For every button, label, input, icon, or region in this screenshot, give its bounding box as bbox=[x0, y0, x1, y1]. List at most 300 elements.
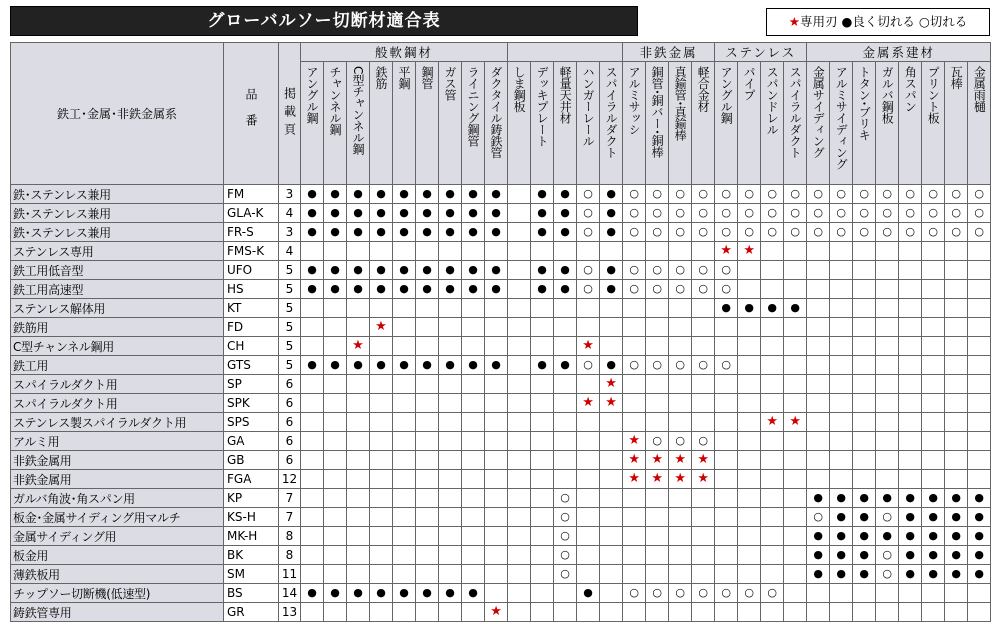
table-cell bbox=[508, 223, 531, 242]
table-cell bbox=[508, 432, 531, 451]
table-cell: ★ bbox=[761, 413, 784, 432]
table-cell bbox=[531, 432, 554, 451]
table-cell: ● bbox=[416, 204, 439, 223]
table-cell bbox=[738, 261, 761, 280]
table-cell: ● bbox=[945, 489, 968, 508]
table-cell bbox=[876, 375, 899, 394]
table-cell bbox=[784, 394, 807, 413]
row-page: 14 bbox=[279, 584, 301, 603]
table-cell: ● bbox=[738, 299, 761, 318]
column-header-label: 軽量天井材 bbox=[558, 66, 573, 124]
table-cell: ★ bbox=[784, 413, 807, 432]
table-cell bbox=[577, 413, 600, 432]
table-cell: ● bbox=[393, 185, 416, 204]
table-cell bbox=[485, 565, 508, 584]
table-cell: ● bbox=[807, 489, 830, 508]
row-page: 6 bbox=[279, 375, 301, 394]
table-cell bbox=[784, 356, 807, 375]
table-cell bbox=[738, 394, 761, 413]
row-page: 5 bbox=[279, 356, 301, 375]
table-cell bbox=[945, 432, 968, 451]
table-cell bbox=[945, 451, 968, 470]
table-cell bbox=[370, 337, 393, 356]
row-code: BK bbox=[224, 546, 279, 565]
table-cell: ● bbox=[853, 508, 876, 527]
table-cell: ○ bbox=[968, 185, 991, 204]
table-cell bbox=[669, 318, 692, 337]
table-cell bbox=[807, 470, 830, 489]
table-cell: ○ bbox=[876, 546, 899, 565]
table-cell bbox=[669, 375, 692, 394]
table-row bbox=[11, 185, 991, 204]
table-cell: ○ bbox=[669, 204, 692, 223]
table-cell bbox=[600, 603, 623, 622]
table-cell bbox=[416, 470, 439, 489]
table-cell bbox=[600, 299, 623, 318]
row-page: 6 bbox=[279, 394, 301, 413]
row-code: GLA-K bbox=[224, 204, 279, 223]
table-cell: ○ bbox=[692, 261, 715, 280]
table-cell bbox=[393, 451, 416, 470]
table-cell bbox=[876, 584, 899, 603]
table-cell bbox=[784, 337, 807, 356]
table-cell: ○ bbox=[577, 280, 600, 299]
table-cell bbox=[968, 394, 991, 413]
table-cell bbox=[715, 508, 738, 527]
table-cell bbox=[301, 242, 324, 261]
table-cell: ● bbox=[485, 280, 508, 299]
column-header bbox=[692, 62, 715, 185]
table-row bbox=[11, 356, 991, 375]
table-cell: ● bbox=[600, 223, 623, 242]
table-cell bbox=[761, 337, 784, 356]
table-cell bbox=[600, 432, 623, 451]
table-cell: ○ bbox=[623, 185, 646, 204]
group-header: 般軟鋼材 bbox=[301, 43, 508, 62]
table-cell bbox=[416, 603, 439, 622]
table-cell bbox=[347, 413, 370, 432]
row-code: HS bbox=[224, 280, 279, 299]
table-cell bbox=[646, 546, 669, 565]
table-cell bbox=[830, 470, 853, 489]
table-cell bbox=[899, 375, 922, 394]
table-cell bbox=[485, 584, 508, 603]
column-header-label: 銅管･銅バー･銅棒 bbox=[650, 66, 665, 158]
table-cell bbox=[324, 546, 347, 565]
table-cell bbox=[922, 603, 945, 622]
table-cell bbox=[899, 470, 922, 489]
table-cell bbox=[623, 413, 646, 432]
table-cell bbox=[347, 546, 370, 565]
table-cell bbox=[807, 394, 830, 413]
table-cell: ● bbox=[301, 280, 324, 299]
table-cell bbox=[899, 451, 922, 470]
row-name: 非鉄金属用 bbox=[11, 470, 224, 489]
table-cell: ● bbox=[439, 584, 462, 603]
table-cell bbox=[416, 489, 439, 508]
row-name: ガルバ角波･角スパン用 bbox=[11, 489, 224, 508]
table-cell bbox=[669, 299, 692, 318]
table-cell bbox=[600, 527, 623, 546]
table-cell: ● bbox=[347, 185, 370, 204]
table-cell: ○ bbox=[715, 356, 738, 375]
table-cell bbox=[416, 546, 439, 565]
column-header bbox=[922, 62, 945, 185]
table-cell bbox=[922, 432, 945, 451]
table-cell bbox=[577, 451, 600, 470]
table-cell bbox=[899, 318, 922, 337]
table-cell: ○ bbox=[692, 432, 715, 451]
table-cell: ★ bbox=[646, 470, 669, 489]
table-cell: ○ bbox=[577, 223, 600, 242]
row-name: 鉄･ステンレス兼用 bbox=[11, 185, 224, 204]
table-cell: ★ bbox=[669, 470, 692, 489]
table-cell: ○ bbox=[807, 185, 830, 204]
row-code: MK-H bbox=[224, 527, 279, 546]
corner-label: 鉄工･金属･非鉄金属系 bbox=[11, 43, 224, 185]
column-header bbox=[416, 62, 439, 185]
table-cell: ● bbox=[830, 565, 853, 584]
table-cell bbox=[761, 375, 784, 394]
table-cell: ● bbox=[370, 204, 393, 223]
table-cell: ● bbox=[807, 565, 830, 584]
table-cell bbox=[784, 470, 807, 489]
row-page: 5 bbox=[279, 261, 301, 280]
table-row bbox=[11, 546, 991, 565]
column-header-label: 鋼管 bbox=[420, 66, 434, 89]
table-cell: ○ bbox=[669, 185, 692, 204]
table-cell bbox=[899, 280, 922, 299]
table-cell bbox=[945, 261, 968, 280]
table-cell: ○ bbox=[646, 185, 669, 204]
table-cell bbox=[945, 413, 968, 432]
table-cell: ○ bbox=[692, 584, 715, 603]
table-cell bbox=[508, 603, 531, 622]
table-cell: ● bbox=[922, 508, 945, 527]
table-cell bbox=[347, 451, 370, 470]
table-cell bbox=[439, 242, 462, 261]
table-cell: ● bbox=[462, 356, 485, 375]
table-cell bbox=[715, 546, 738, 565]
table-cell bbox=[508, 242, 531, 261]
table-cell bbox=[462, 470, 485, 489]
table-cell bbox=[370, 375, 393, 394]
table-cell: ● bbox=[945, 527, 968, 546]
table-row bbox=[11, 565, 991, 584]
row-name: 鉄筋用 bbox=[11, 318, 224, 337]
row-page: 5 bbox=[279, 337, 301, 356]
table-cell bbox=[922, 356, 945, 375]
table-cell: ○ bbox=[784, 204, 807, 223]
table-cell: ● bbox=[600, 356, 623, 375]
column-header-label: ライニング鋼管 bbox=[466, 66, 480, 147]
table-cell: ● bbox=[370, 223, 393, 242]
table-cell bbox=[646, 489, 669, 508]
table-cell: ○ bbox=[669, 584, 692, 603]
column-header bbox=[439, 62, 462, 185]
table-cell bbox=[968, 356, 991, 375]
table-cell bbox=[462, 546, 485, 565]
table-cell bbox=[370, 508, 393, 527]
row-name: 非鉄金属用 bbox=[11, 451, 224, 470]
table-cell bbox=[531, 603, 554, 622]
table-cell bbox=[508, 375, 531, 394]
table-cell bbox=[784, 242, 807, 261]
table-cell: ● bbox=[922, 527, 945, 546]
table-cell bbox=[416, 565, 439, 584]
table-cell: ● bbox=[439, 280, 462, 299]
table-cell: ● bbox=[600, 185, 623, 204]
row-code: SP bbox=[224, 375, 279, 394]
table-cell bbox=[738, 432, 761, 451]
table-cell: ● bbox=[531, 185, 554, 204]
table-cell bbox=[876, 318, 899, 337]
table-cell bbox=[508, 508, 531, 527]
column-header bbox=[715, 62, 738, 185]
table-cell bbox=[738, 337, 761, 356]
column-header-label: ダクタイル鋳鉄管 bbox=[489, 66, 504, 158]
table-cell bbox=[761, 546, 784, 565]
row-code: GA bbox=[224, 432, 279, 451]
table-cell bbox=[968, 432, 991, 451]
table-cell bbox=[508, 318, 531, 337]
table-cell: ○ bbox=[738, 204, 761, 223]
table-cell bbox=[324, 242, 347, 261]
table-cell bbox=[623, 603, 646, 622]
table-cell bbox=[692, 318, 715, 337]
row-page: 6 bbox=[279, 413, 301, 432]
table-cell bbox=[692, 603, 715, 622]
row-code: GR bbox=[224, 603, 279, 622]
table-cell: ● bbox=[416, 261, 439, 280]
table-cell bbox=[715, 489, 738, 508]
column-header-label: 瓦棒 bbox=[949, 66, 964, 89]
table-cell bbox=[324, 565, 347, 584]
table-cell: ○ bbox=[669, 261, 692, 280]
table-cell bbox=[439, 413, 462, 432]
column-header bbox=[669, 62, 692, 185]
row-name: 鋳鉄管専用 bbox=[11, 603, 224, 622]
table-cell bbox=[531, 508, 554, 527]
table-cell: ● bbox=[784, 299, 807, 318]
table-cell: ○ bbox=[761, 584, 784, 603]
row-name: 金属サイディング用 bbox=[11, 527, 224, 546]
table-cell bbox=[301, 451, 324, 470]
table-cell: ○ bbox=[715, 261, 738, 280]
table-cell: ● bbox=[439, 356, 462, 375]
table-cell: ● bbox=[324, 261, 347, 280]
column-header-label: パイプ bbox=[742, 66, 757, 101]
table-cell bbox=[830, 318, 853, 337]
table-cell: ● bbox=[370, 356, 393, 375]
table-cell bbox=[347, 565, 370, 584]
table-cell bbox=[945, 356, 968, 375]
row-page: 3 bbox=[279, 223, 301, 242]
table-cell bbox=[715, 527, 738, 546]
table-cell bbox=[853, 432, 876, 451]
table-cell bbox=[853, 584, 876, 603]
table-cell: ★ bbox=[623, 470, 646, 489]
column-header bbox=[968, 62, 991, 185]
table-cell: ● bbox=[554, 204, 577, 223]
table-cell bbox=[646, 375, 669, 394]
table-cell bbox=[370, 603, 393, 622]
column-header bbox=[554, 62, 577, 185]
table-cell bbox=[738, 413, 761, 432]
table-cell: ● bbox=[922, 565, 945, 584]
table-cell: ● bbox=[807, 546, 830, 565]
table-cell bbox=[807, 603, 830, 622]
table-cell bbox=[485, 508, 508, 527]
table-cell: ● bbox=[416, 584, 439, 603]
table-cell bbox=[807, 432, 830, 451]
table-cell bbox=[807, 584, 830, 603]
row-code: SM bbox=[224, 565, 279, 584]
table-cell bbox=[508, 394, 531, 413]
table-cell bbox=[899, 413, 922, 432]
table-cell bbox=[784, 565, 807, 584]
column-header-label: スパンドレル bbox=[765, 66, 780, 135]
table-cell bbox=[876, 413, 899, 432]
column-header-label: トタン･ブリキ bbox=[857, 66, 872, 141]
legend-star-icon: ★ bbox=[788, 14, 800, 29]
table-cell bbox=[301, 565, 324, 584]
table-cell bbox=[393, 470, 416, 489]
table-cell bbox=[577, 489, 600, 508]
table-cell: ● bbox=[393, 280, 416, 299]
column-header-label: 軽合金材 bbox=[696, 66, 711, 112]
table-cell: ○ bbox=[784, 185, 807, 204]
legend bbox=[766, 8, 990, 36]
table-cell bbox=[301, 413, 324, 432]
table-row bbox=[11, 337, 991, 356]
table-cell bbox=[508, 299, 531, 318]
table-cell: ● bbox=[485, 204, 508, 223]
table-cell bbox=[462, 337, 485, 356]
table-row bbox=[11, 242, 991, 261]
table-cell: ● bbox=[324, 356, 347, 375]
table-cell bbox=[761, 356, 784, 375]
column-header-label: 平鋼 bbox=[397, 66, 411, 89]
table-cell bbox=[508, 185, 531, 204]
table-cell bbox=[393, 337, 416, 356]
table-cell bbox=[646, 299, 669, 318]
table-cell bbox=[416, 413, 439, 432]
table-cell bbox=[738, 375, 761, 394]
table-cell bbox=[370, 565, 393, 584]
table-cell bbox=[370, 470, 393, 489]
row-name: スパイラルダクト用 bbox=[11, 394, 224, 413]
column-header bbox=[761, 62, 784, 185]
table-cell bbox=[876, 432, 899, 451]
table-cell bbox=[462, 413, 485, 432]
table-cell bbox=[646, 337, 669, 356]
row-name: 鉄工用低音型 bbox=[11, 261, 224, 280]
table-cell bbox=[922, 242, 945, 261]
table-cell: ○ bbox=[646, 584, 669, 603]
group-header: 非鉄金属 bbox=[623, 43, 715, 62]
table-cell: ○ bbox=[623, 280, 646, 299]
table-row bbox=[11, 375, 991, 394]
column-header bbox=[738, 62, 761, 185]
table-cell: ● bbox=[899, 489, 922, 508]
table-cell bbox=[554, 242, 577, 261]
table-cell bbox=[370, 413, 393, 432]
table-cell bbox=[324, 394, 347, 413]
table-cell bbox=[462, 603, 485, 622]
table-cell bbox=[761, 489, 784, 508]
table-cell: ● bbox=[416, 356, 439, 375]
table-cell bbox=[853, 451, 876, 470]
table-cell bbox=[830, 242, 853, 261]
table-cell bbox=[968, 261, 991, 280]
table-cell bbox=[876, 299, 899, 318]
table-cell bbox=[807, 375, 830, 394]
table-cell bbox=[554, 413, 577, 432]
table-cell: ○ bbox=[853, 223, 876, 242]
table-cell bbox=[945, 375, 968, 394]
table-cell bbox=[692, 375, 715, 394]
table-cell bbox=[899, 337, 922, 356]
table-cell bbox=[922, 261, 945, 280]
table-cell bbox=[692, 508, 715, 527]
table-cell: ● bbox=[439, 204, 462, 223]
table-cell: ○ bbox=[577, 204, 600, 223]
table-cell bbox=[508, 489, 531, 508]
table-cell bbox=[347, 508, 370, 527]
table-cell bbox=[692, 413, 715, 432]
table-cell bbox=[554, 299, 577, 318]
table-cell bbox=[646, 527, 669, 546]
row-page: 7 bbox=[279, 489, 301, 508]
table-cell bbox=[301, 432, 324, 451]
table-cell bbox=[623, 375, 646, 394]
table-cell bbox=[439, 527, 462, 546]
table-cell bbox=[623, 508, 646, 527]
column-header bbox=[899, 62, 922, 185]
column-header-label: アングル鋼 bbox=[305, 66, 319, 124]
column-header bbox=[393, 62, 416, 185]
table-cell bbox=[531, 299, 554, 318]
table-cell bbox=[577, 299, 600, 318]
table-cell: ● bbox=[347, 356, 370, 375]
table-cell bbox=[692, 337, 715, 356]
table-cell bbox=[439, 603, 462, 622]
column-header bbox=[485, 62, 508, 185]
table-cell bbox=[692, 565, 715, 584]
table-cell: ● bbox=[462, 204, 485, 223]
table-cell bbox=[324, 470, 347, 489]
table-cell bbox=[761, 432, 784, 451]
table-cell bbox=[324, 432, 347, 451]
table-cell: ● bbox=[485, 261, 508, 280]
table-cell bbox=[692, 527, 715, 546]
table-cell: ● bbox=[462, 261, 485, 280]
table-cell bbox=[807, 356, 830, 375]
table-cell bbox=[531, 489, 554, 508]
table-cell bbox=[301, 546, 324, 565]
table-cell: ○ bbox=[692, 280, 715, 299]
table-cell bbox=[577, 527, 600, 546]
table-cell bbox=[945, 299, 968, 318]
table-cell bbox=[531, 451, 554, 470]
table-cell bbox=[439, 565, 462, 584]
row-code: FR-S bbox=[224, 223, 279, 242]
table-cell bbox=[669, 489, 692, 508]
column-header bbox=[784, 62, 807, 185]
table-cell bbox=[761, 603, 784, 622]
table-cell bbox=[738, 356, 761, 375]
